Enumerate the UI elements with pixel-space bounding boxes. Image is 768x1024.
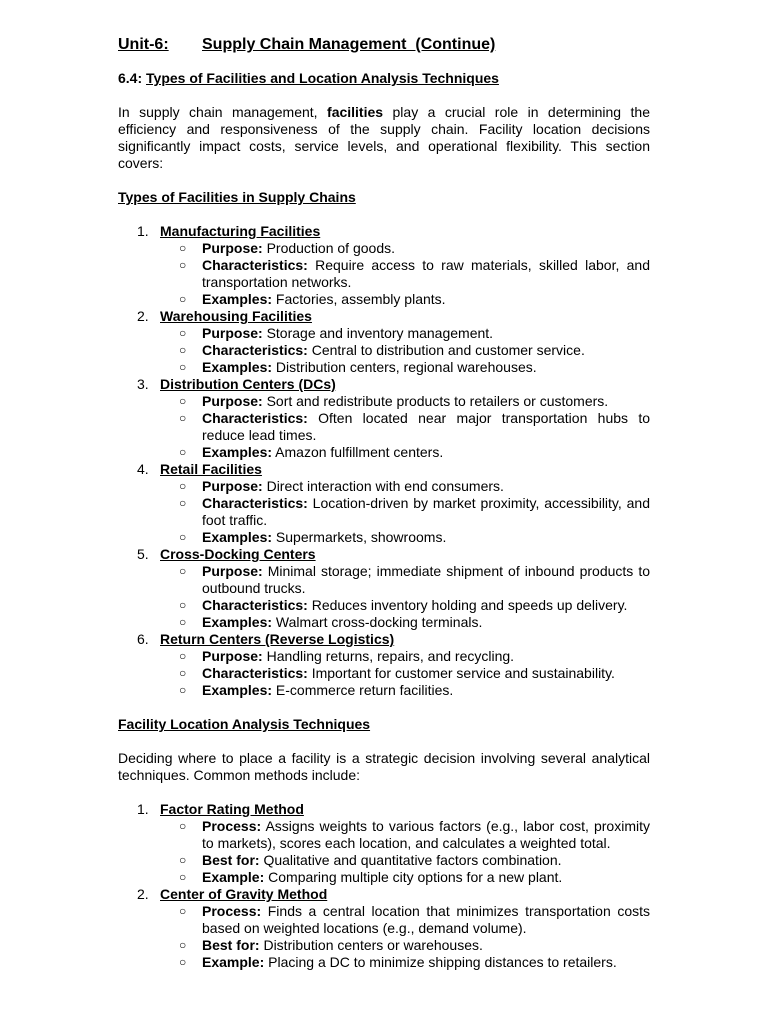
detail-text: Central to distribution and customer service. [307,342,585,358]
sub-list-item [160,257,650,291]
sub-list-item [160,563,650,597]
detail-label: Purpose: [202,393,263,409]
circle-bullet-icon: ○ [179,904,187,918]
sub-list [160,818,650,886]
circle-bullet-icon: ○ [179,258,187,272]
circle-bullet-icon: ○ [179,615,187,629]
types-heading: Types of Facilities in Supply Chains [118,189,356,205]
sub-list [160,478,650,546]
detail-text: Production of goods. [262,240,395,256]
detail-label: Process: [202,903,262,919]
detail-label: Examples: [202,682,273,698]
detail-label: Purpose: [202,240,263,256]
detail-label: Characteristics: [202,342,308,358]
detail-text: Qualitative and quantitative factors combination. [259,852,562,868]
sub-list [160,903,650,971]
page-title [118,34,650,56]
circle-bullet-icon: ○ [179,343,187,357]
detail-text: Assigns weights to various factors (e.g., labor cost, proximity to markets), scores each location, and calculates a weighted total. [202,818,650,851]
detail-label: Examples: [202,291,273,307]
intro-text: In supply chain management, [118,104,328,120]
sub-list-item [160,614,650,631]
detail-text: E-commerce return facilities. [272,682,454,698]
sub-list-item [160,495,650,529]
list-item-title: Distribution Centers (DCs) [160,376,336,392]
detail-label: Purpose: [202,648,263,664]
sub-list-item [160,869,650,886]
circle-bullet-icon: ○ [179,241,187,255]
detail-text: Placing a DC to minimize shipping distances to retailers. [264,954,617,970]
circle-bullet-icon: ○ [179,496,187,510]
detail-label: Examples: [202,614,273,630]
section-title: Types of Facilities and Location Analysis Techniques [146,70,499,86]
circle-bullet-icon: ○ [179,598,187,612]
detail-text: Important for customer service and sustainability. [307,665,615,681]
sub-list-item [160,937,650,954]
circle-bullet-icon: ○ [179,530,187,544]
circle-bullet-icon: ○ [179,938,187,952]
circle-bullet-icon: ○ [179,394,187,408]
list-item [118,461,650,546]
detail-label: Examples: [202,359,273,375]
detail-text: Handling returns, repairs, and recycling. [262,648,515,664]
detail-text: Comparing multiple city options for a new plant. [264,869,563,885]
sub-list [160,393,650,461]
sub-list-item [160,682,650,699]
detail-text: Finds a central location that minimizes transportation costs based on weighted locations (e.g., demand volume). [202,903,650,936]
detail-text: Factories, assembly plants. [272,291,446,307]
detail-label: Characteristics: [202,665,308,681]
circle-bullet-icon: ○ [179,479,187,493]
list-item-title: Warehousing Facilities [160,308,312,324]
sub-list-item [160,478,650,495]
detail-label: Example: [202,954,265,970]
list-number: 2. [137,308,149,324]
circle-bullet-icon: ○ [179,564,187,578]
sub-list-item [160,903,650,937]
circle-bullet-icon: ○ [179,360,187,374]
intro-paragraph [118,104,650,172]
location-techniques-list [118,801,650,971]
detail-text: Location-driven by market proximity, accessibility, and foot traffic. [202,495,650,528]
section-heading [118,70,650,87]
list-item [118,631,650,699]
sub-list-item [160,359,650,376]
detail-label: Characteristics: [202,495,308,511]
detail-text: Often located near major transportation hubs to reduce lead times. [202,410,650,443]
list-item-title: Cross-Docking Centers [160,546,316,562]
circle-bullet-icon: ○ [179,666,187,680]
detail-text: Distribution centers or warehouses. [259,937,483,953]
detail-text: Direct interaction with end consumers. [262,478,504,494]
sub-list [160,648,650,699]
detail-text: Sort and redistribute products to retailers or customers. [262,393,609,409]
detail-label: Purpose: [202,325,263,341]
detail-label: Characteristics: [202,257,308,273]
sub-list-item [160,393,650,410]
circle-bullet-icon: ○ [179,445,187,459]
sub-list [160,563,650,631]
facility-types-list [118,223,650,699]
list-item [118,546,650,631]
detail-label: Example: [202,869,265,885]
detail-label: Examples: [202,529,273,545]
detail-text: Require access to raw materials, skilled labor, and transportation networks. [202,257,650,290]
sub-list-item [160,954,650,971]
circle-bullet-icon: ○ [179,292,187,306]
sub-list-item [160,444,650,461]
detail-text: Storage and inventory management. [262,325,494,341]
document-page [118,34,650,971]
detail-label: Purpose: [202,478,263,494]
detail-text: Reduces inventory holding and speeds up delivery. [307,597,628,613]
circle-bullet-icon: ○ [179,326,187,340]
location-intro: Deciding where to place a facility is a strategic decision involving several analytical techniques. Common methods include: [118,750,650,783]
detail-text: Minimal storage; immediate shipment of inbound products to outbound trucks. [202,563,650,596]
location-heading: Facility Location Analysis Techniques [118,716,371,732]
sub-list-item [160,818,650,852]
list-number: 1. [137,223,149,239]
detail-label: Best for: [202,937,260,953]
intro-text-cont: play a crucial role in determining the efficiency and responsiveness of the supply chain. Facility location decisions significantly impact costs, service levels, and operational flexibility. This section covers: [118,104,650,171]
sub-list-item [160,665,650,682]
detail-text: Amazon fulfillment centers. [272,444,444,460]
circle-bullet-icon: ○ [179,955,187,969]
list-item-title: Manufacturing Facilities [160,223,321,239]
unit-label: Unit-6: [118,36,169,53]
detail-label: Purpose: [202,563,263,579]
list-number: 6. [137,631,149,647]
circle-bullet-icon: ○ [179,649,187,663]
sub-list [160,325,650,376]
sub-list-item [160,648,650,665]
sub-list-item [160,410,650,444]
sub-list-item [160,597,650,614]
circle-bullet-icon: ○ [179,870,187,884]
circle-bullet-icon: ○ [179,411,187,425]
list-item-title: Factor Rating Method [160,801,304,817]
list-number: 4. [137,461,149,477]
list-number: 2. [137,886,149,902]
detail-text: Distribution centers, regional warehouses. [272,359,537,375]
sub-list-item [160,291,650,308]
sub-list-item [160,240,650,257]
detail-label: Examples: [202,444,273,460]
list-item [118,801,650,886]
list-item-title: Retail Facilities [160,461,262,477]
list-item [118,308,650,376]
list-item [118,886,650,971]
circle-bullet-icon: ○ [179,853,187,867]
detail-label: Best for: [202,852,260,868]
detail-text: Walmart cross-docking terminals. [272,614,483,630]
intro-bold: facilities [327,104,384,120]
detail-label: Characteristics: [202,597,308,613]
list-item-title: Center of Gravity Method [160,886,328,902]
list-item [118,376,650,461]
sub-list-item [160,529,650,546]
list-item-title: Return Centers (Reverse Logistics) [160,631,395,647]
list-number: 1. [137,801,149,817]
list-number: 3. [137,376,149,392]
sub-list-item [160,342,650,359]
detail-label: Process: [202,818,262,834]
sub-list-item [160,852,650,869]
list-item [118,223,650,308]
unit-title: Supply Chain Management (Continue) [202,36,496,53]
section-number: 6.4: [118,70,143,86]
detail-label: Characteristics: [202,410,308,426]
sub-list-item [160,325,650,342]
detail-text: Supermarkets, showrooms. [272,529,447,545]
sub-list [160,240,650,308]
circle-bullet-icon: ○ [179,683,187,697]
list-number: 5. [137,546,149,562]
circle-bullet-icon: ○ [179,819,187,833]
